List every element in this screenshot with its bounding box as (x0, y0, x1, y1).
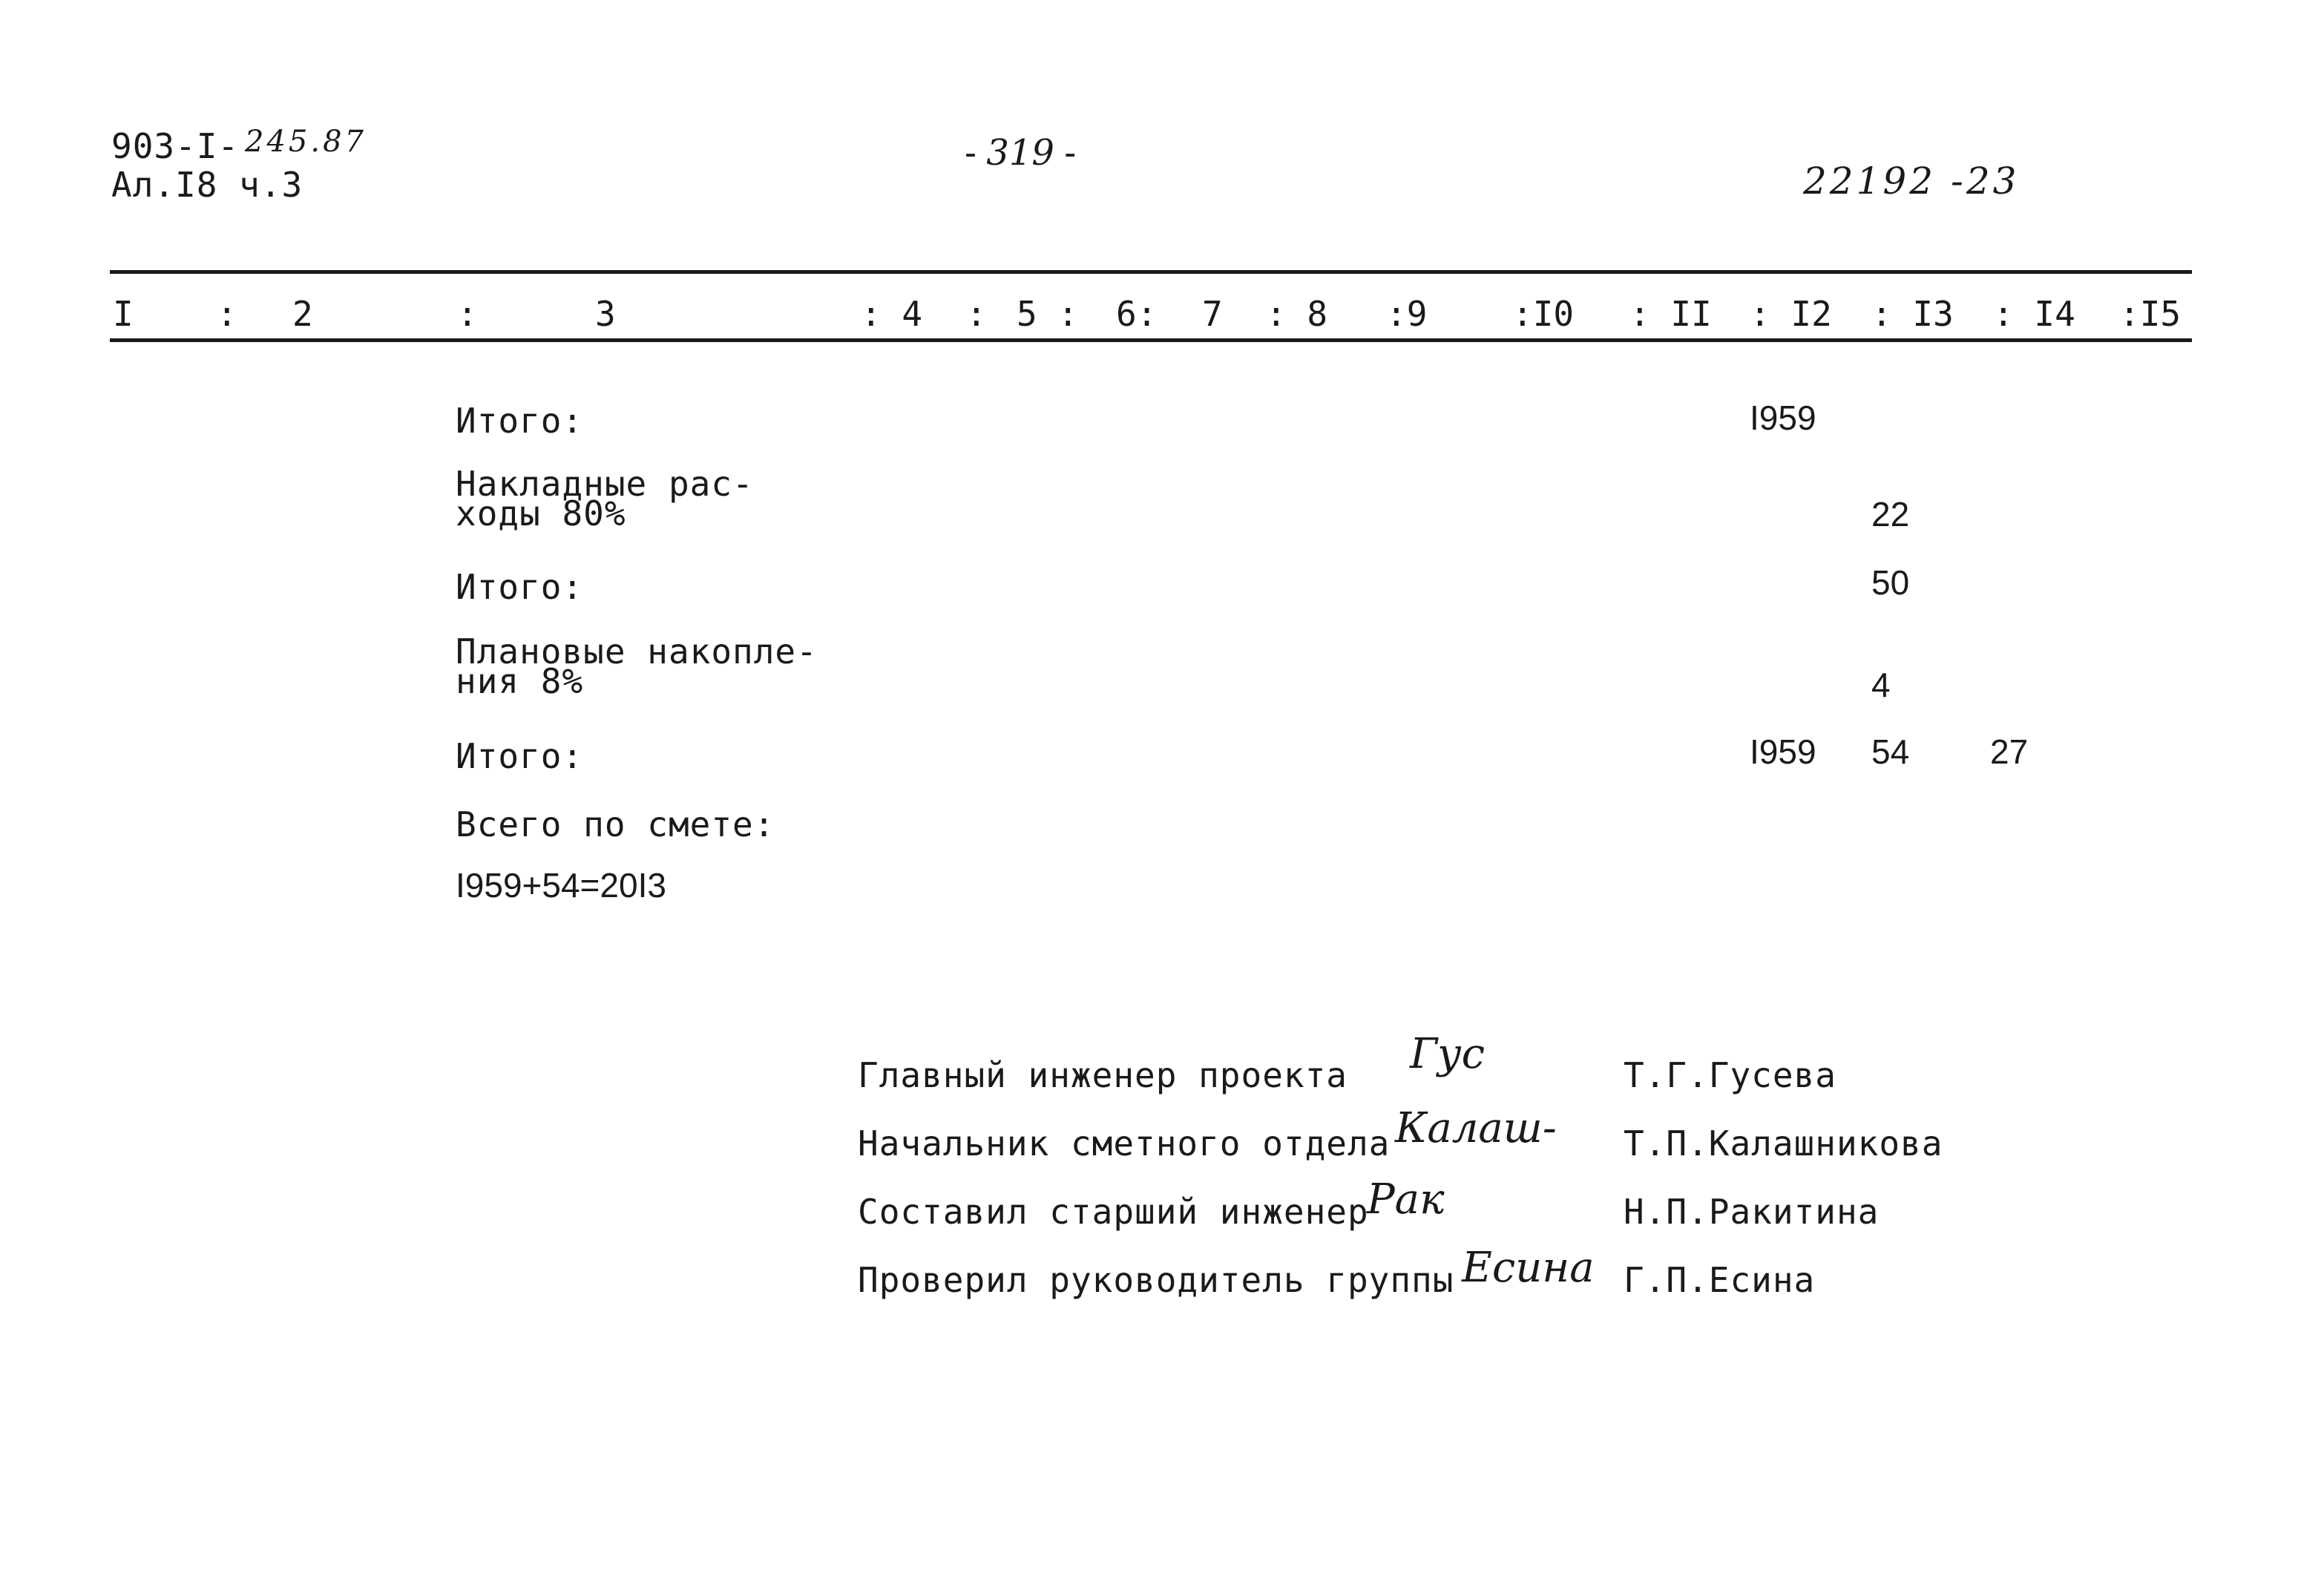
signatory-position: Начальник сметного отдела (858, 1123, 1391, 1164)
signatory-position: Составил старший инженер (858, 1192, 1369, 1232)
handwritten-signature: Рак (1367, 1175, 1445, 1224)
column-number: 7 (1202, 294, 1223, 334)
signatory-name: Н.П.Ракитина (1624, 1192, 1880, 1232)
table-top-rule (110, 270, 2192, 274)
document-code (111, 126, 239, 166)
page-number-handwritten: 319 (986, 132, 1054, 174)
cell-col14: 27 (1990, 732, 2029, 771)
column-number: : 8 (1266, 294, 1328, 334)
column-number: : I4 (1993, 294, 2075, 334)
column-number: : I3 (1871, 294, 1954, 334)
page-number-prefix: - (965, 134, 987, 173)
column-number: : II (1629, 294, 1712, 334)
registration-number: 22192 -23 (1803, 160, 2020, 203)
handwritten-signature: Калаш- (1395, 1104, 1557, 1152)
column-number: 3 (595, 294, 616, 334)
handwritten-signature: Есина (1462, 1244, 1595, 1292)
column-separator: : (217, 294, 237, 334)
column-number: 2 (292, 294, 313, 334)
cell-col13: 4 (1871, 666, 1891, 704)
row-label-subtotal: Итого: (456, 567, 584, 607)
album-part: Ал.I8 ч.3 (111, 165, 303, 205)
table-header-bottom-rule (110, 338, 2192, 342)
column-separator: : (457, 294, 478, 334)
row-label-line: ходы 80% (456, 493, 626, 534)
document-code-printed: 903-I- (111, 126, 240, 166)
row-label-overhead (456, 464, 754, 534)
column-number: : 4 (861, 294, 923, 334)
column-number: :I0 (1512, 294, 1575, 334)
document-code-handwritten: 245.87 (245, 125, 367, 159)
column-number: 5 : (1017, 294, 1079, 334)
row-label-grand-total: Всего по смете: (456, 804, 775, 844)
signatory-name: Г.П.Есина (1624, 1260, 1816, 1300)
column-number: : I2 (1750, 294, 1832, 334)
column-number: I (113, 294, 134, 334)
grand-total-formula: I959+54=20I3 (456, 866, 666, 905)
column-separator: : (966, 294, 987, 334)
row-label-subtotal: Итого: (456, 736, 584, 776)
row-label-planned-savings (456, 631, 818, 701)
column-number: 6: (1116, 294, 1158, 334)
cell-col12: I959 (1750, 398, 1816, 437)
page-number (965, 132, 1076, 174)
row-label-line: ния 8% (456, 661, 584, 701)
cell-col12: I959 (1750, 732, 1816, 771)
cell-col13: 50 (1871, 563, 1910, 602)
signatory-position: Главный инженер проекта (858, 1055, 1348, 1095)
row-label-line: Накладные рас- (456, 464, 754, 504)
cell-col13: 54 (1871, 732, 1910, 771)
page-number-suffix: - (1054, 134, 1077, 173)
cell-col13: 22 (1871, 495, 1910, 534)
row-label-subtotal: Итого: (456, 401, 584, 441)
row-label-line: Плановые накопле- (456, 631, 818, 672)
handwritten-signature: Гус (1410, 1030, 1485, 1078)
column-number: :I5 (2119, 294, 2182, 334)
signatory-name: Т.Г.Гусева (1624, 1055, 1836, 1095)
column-number: :9 (1386, 294, 1428, 334)
signatory-position: Проверил руководитель группы (858, 1260, 1454, 1300)
signatory-name: Т.П.Калашникова (1624, 1123, 1943, 1164)
